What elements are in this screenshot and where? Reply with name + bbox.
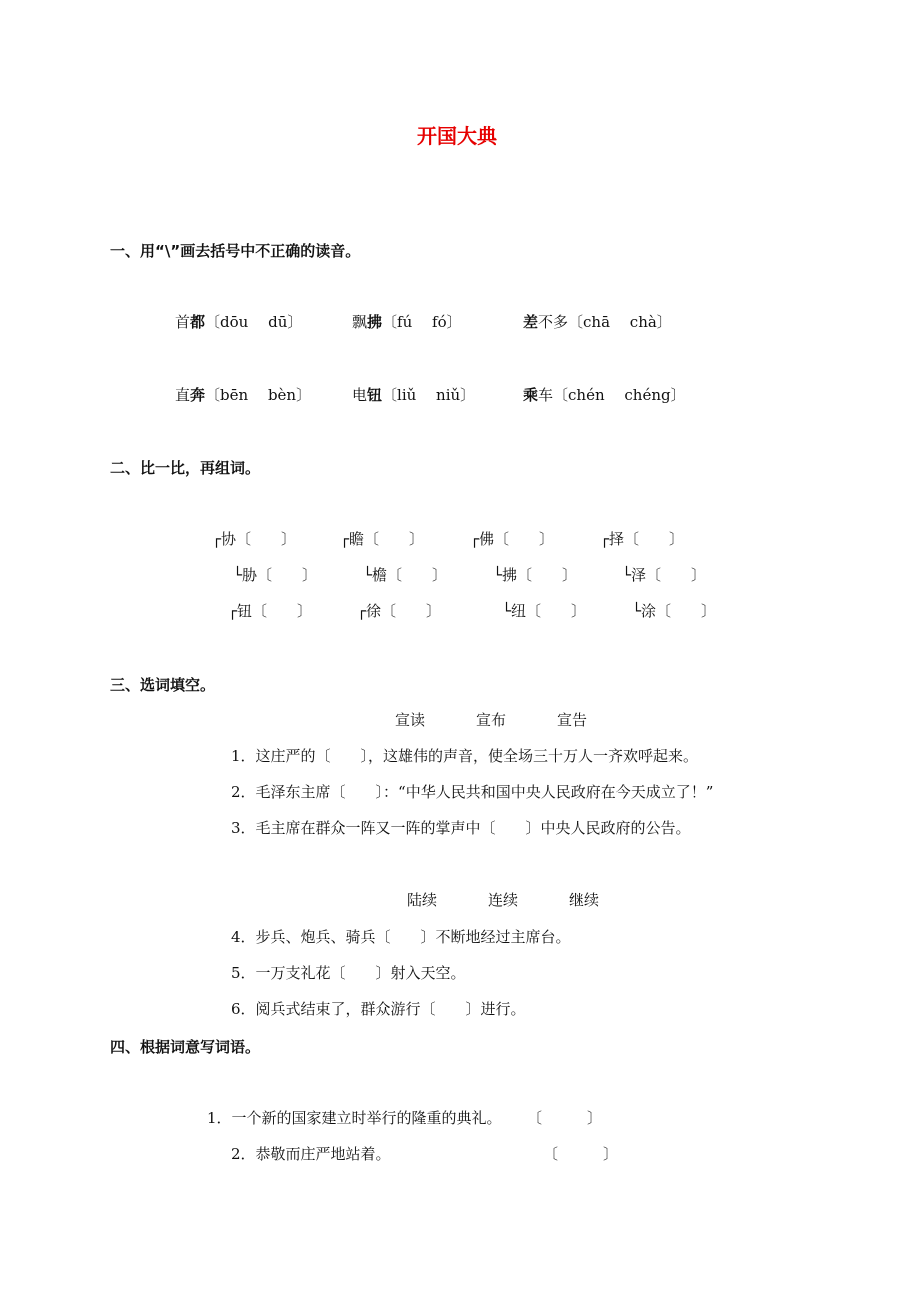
fill-item-4: 4．步兵、炮兵、骑兵〔 〕不断地经过主席台。 — [231, 928, 571, 946]
answer-blank-1: 〔 〕 — [527, 1109, 603, 1127]
fill-item-6: 6．阅兵式结束了，群众游行〔 〕进行。 — [231, 1000, 526, 1018]
pinyin-item-1: 首都〔dōu dū〕 — [175, 313, 303, 331]
pinyin-item-3: 差不多〔chā chà〕 — [523, 313, 672, 331]
section-1-heading: 一、用“\”画去括号中不正确的读音。 — [110, 242, 361, 260]
section-3-heading: 三、选词填空。 — [110, 676, 216, 694]
pinyin-item-5: 电钮〔liǔ niǔ〕 — [352, 386, 476, 404]
pinyin-item-4: 直奔〔bēn bèn〕 — [175, 386, 312, 404]
fill-item-3: 3．毛主席在群众一阵又一阵的掌声中〔 〕中央人民政府的公告。 — [231, 819, 691, 837]
compare-word-2-2: └檐〔 〕 — [363, 566, 448, 584]
compare-word-2-4: └泽〔 〕 — [622, 566, 707, 584]
word-choice-5: 连续 — [488, 891, 519, 909]
definition-item-1: 1．一个新的国家建立时举行的隆重的典礼。 — [207, 1109, 502, 1127]
word-choice-3: 宣告 — [557, 711, 588, 729]
compare-word-1-4: ┌择〔 〕 — [600, 530, 685, 548]
word-choice-6: 继续 — [569, 891, 600, 909]
compare-word-3-1: ┌钮〔 〕 — [228, 602, 313, 620]
section-2-heading: 二、比一比，再组词。 — [110, 459, 261, 477]
word-choice-4: 陆续 — [407, 891, 438, 909]
page-title: 开国大典 — [417, 124, 497, 148]
compare-word-3-4: └涂〔 〕 — [632, 602, 717, 620]
compare-word-2-1: └胁〔 〕 — [233, 566, 318, 584]
compare-word-2-3: └拂〔 〕 — [493, 566, 578, 584]
fill-item-2: 2．毛泽东主席〔 〕：“中华人民共和国中央人民政府在今天成立了！” — [231, 783, 714, 801]
fill-item-1: 1．这庄严的〔 〕，这雄伟的声音，使全场三十万人一齐欢呼起来。 — [231, 747, 699, 765]
fill-item-5: 5．一万支礼花〔 〕射入天空。 — [231, 964, 466, 982]
definition-item-2: 2．恭敬而庄严地站着。 — [231, 1145, 391, 1163]
compare-word-3-2: ┌徐〔 〕 — [357, 602, 442, 620]
section-4-heading: 四、根据词意写词语。 — [110, 1038, 261, 1056]
compare-word-3-3: └纽〔 〕 — [502, 602, 587, 620]
answer-blank-2: 〔 〕 — [543, 1145, 619, 1163]
pinyin-item-2: 飘拂〔fú fó〕 — [352, 313, 462, 331]
word-choice-1: 宣读 — [395, 711, 426, 729]
pinyin-item-6: 乘车〔chén chéng〕 — [523, 386, 686, 404]
compare-word-1-3: ┌佛〔 〕 — [470, 530, 555, 548]
compare-word-1-2: ┌瞻〔 〕 — [340, 530, 425, 548]
word-choice-2: 宣布 — [476, 711, 507, 729]
compare-word-1-1: ┌协〔 〕 — [212, 530, 297, 548]
